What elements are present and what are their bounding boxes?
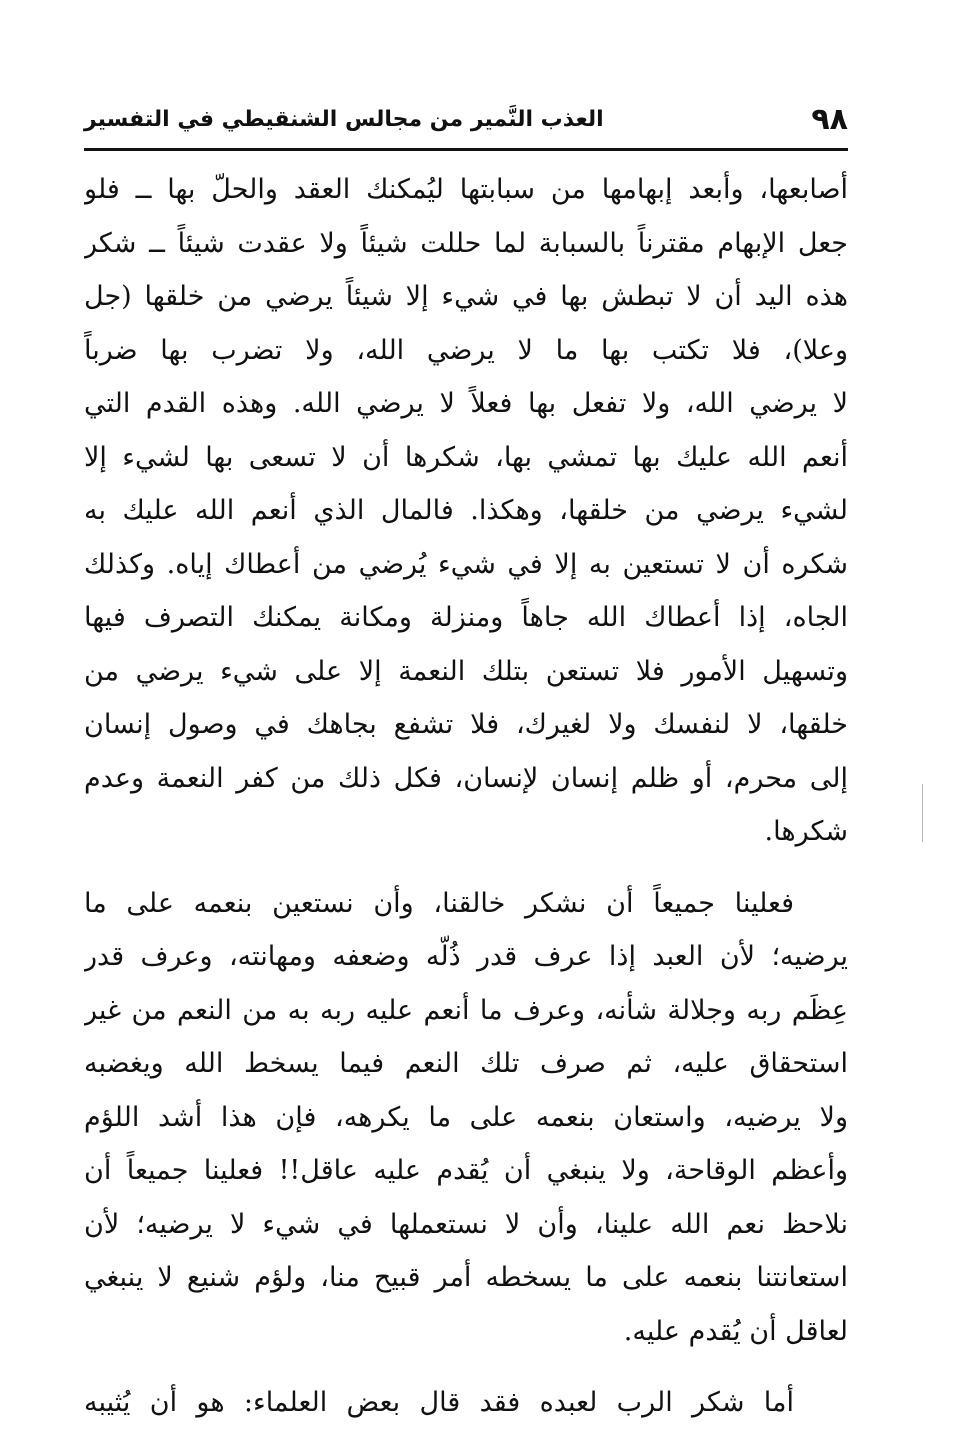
text-line: فعلينا جميعاً أن نشكر خالقنا، وأن نستعين بنعمه على ما: [84, 887, 794, 919]
text-line: لا يرضي الله، ولا تفعل بها فعلاً لا يرضي الله. وهذه القدم التي: [84, 388, 848, 419]
text-line: استحقاق عليه، ثم صرف تلك النعم فيما يسخط الله ويغضبه: [84, 1048, 848, 1079]
text-line: استعانتنا بنعمه على ما يسخطه أمر قبيح منا، ولؤم شنيع لا ينبغي: [84, 1262, 848, 1293]
running-header: [84, 92, 848, 151]
text-line: شكرها.: [764, 816, 848, 847]
page-number: ٩٨: [811, 102, 848, 137]
text-line: ولا يرضيه، واستعان بنعمه على ما يكرهه، فإن هذا أشد اللؤم: [84, 1101, 848, 1133]
text-line: لعاقل أن يُقدم عليه.: [623, 1315, 848, 1347]
text-line: لشيء يرضي من خلقها، وهكذا. فالمال الذي أنعم الله عليك به: [84, 495, 848, 526]
text-line: أما شكر الرب لعبده فقد قال بعض العلماء: هو أن يُثيبه: [84, 1387, 794, 1418]
text-line: شكره أن لا تستعين به إلا في شيء يُرضي من أعطاك إياه. وكذلك: [84, 548, 848, 580]
text-line: وتسهيل الأمور فلا تستعن بتلك النعمة إلا على شيء يرضي من: [84, 655, 848, 687]
text-line: أنعم الله عليك بها تمشي بها، شكرها أن لا تسعى بها لشيء إلا: [84, 441, 848, 473]
text-line: وأعظم الوقاحة، ولا ينبغي أن يُقدم عليه عاقل!! فعلينا جميعاً أن: [84, 1155, 848, 1186]
body-text: [84, 163, 848, 1430]
text-line: الجاه، إذا أعطاك الله جاهاً ومنزلة ومكانة يمكنك التصرف فيها: [84, 602, 848, 633]
text-line: إلى محرم، أو ظلم إنسان لإنسان، فكل ذلك من كفر النعمة وعدم: [84, 762, 848, 794]
paragraph-1: [84, 163, 848, 859]
book-title: العذب النَّمير من مجالس الشنقيطي في التفسير: [84, 107, 604, 132]
text-line: هذه اليد أن لا تبطش بها في شيء إلا شيئاً يرضي من خلقها (جل: [84, 281, 848, 312]
text-line: وعلا)، فلا تكتب بها ما لا يرضي الله، ولا تضرب بها ضرباً: [84, 334, 848, 366]
margin-mark: [922, 784, 923, 842]
paragraph-3: [84, 1376, 848, 1430]
paragraph-2: [84, 877, 848, 1359]
text-line: يرضيه؛ لأن العبد إذا عرف قدر ذُلّه وضعفه ومهانته، وعرف قدر: [84, 941, 848, 972]
book-page: [84, 92, 848, 1418]
text-line: عِظَم ربه وجلالة شأنه، وعرف ما أنعم عليه ربه به من النعم من غير: [84, 994, 848, 1026]
text-line: أصابعها، وأبعد إبهامها من سبابتها ليُمكنك العقد والحلّ بها ــ فلو: [84, 174, 848, 205]
text-line: نلاحظ نعم الله علينا، وأن لا نستعملها في شيء لا يرضيه؛ لأن: [84, 1208, 848, 1240]
text-line: جعل الإبهام مقترناً بالسبابة لما حللت شيئاً ولا عقدت شيئاً ــ شكر: [84, 227, 848, 259]
text-line: خلقها، لا لنفسك ولا لغيرك، فلا تشفع بجاهك في وصول إنسان: [84, 709, 848, 740]
